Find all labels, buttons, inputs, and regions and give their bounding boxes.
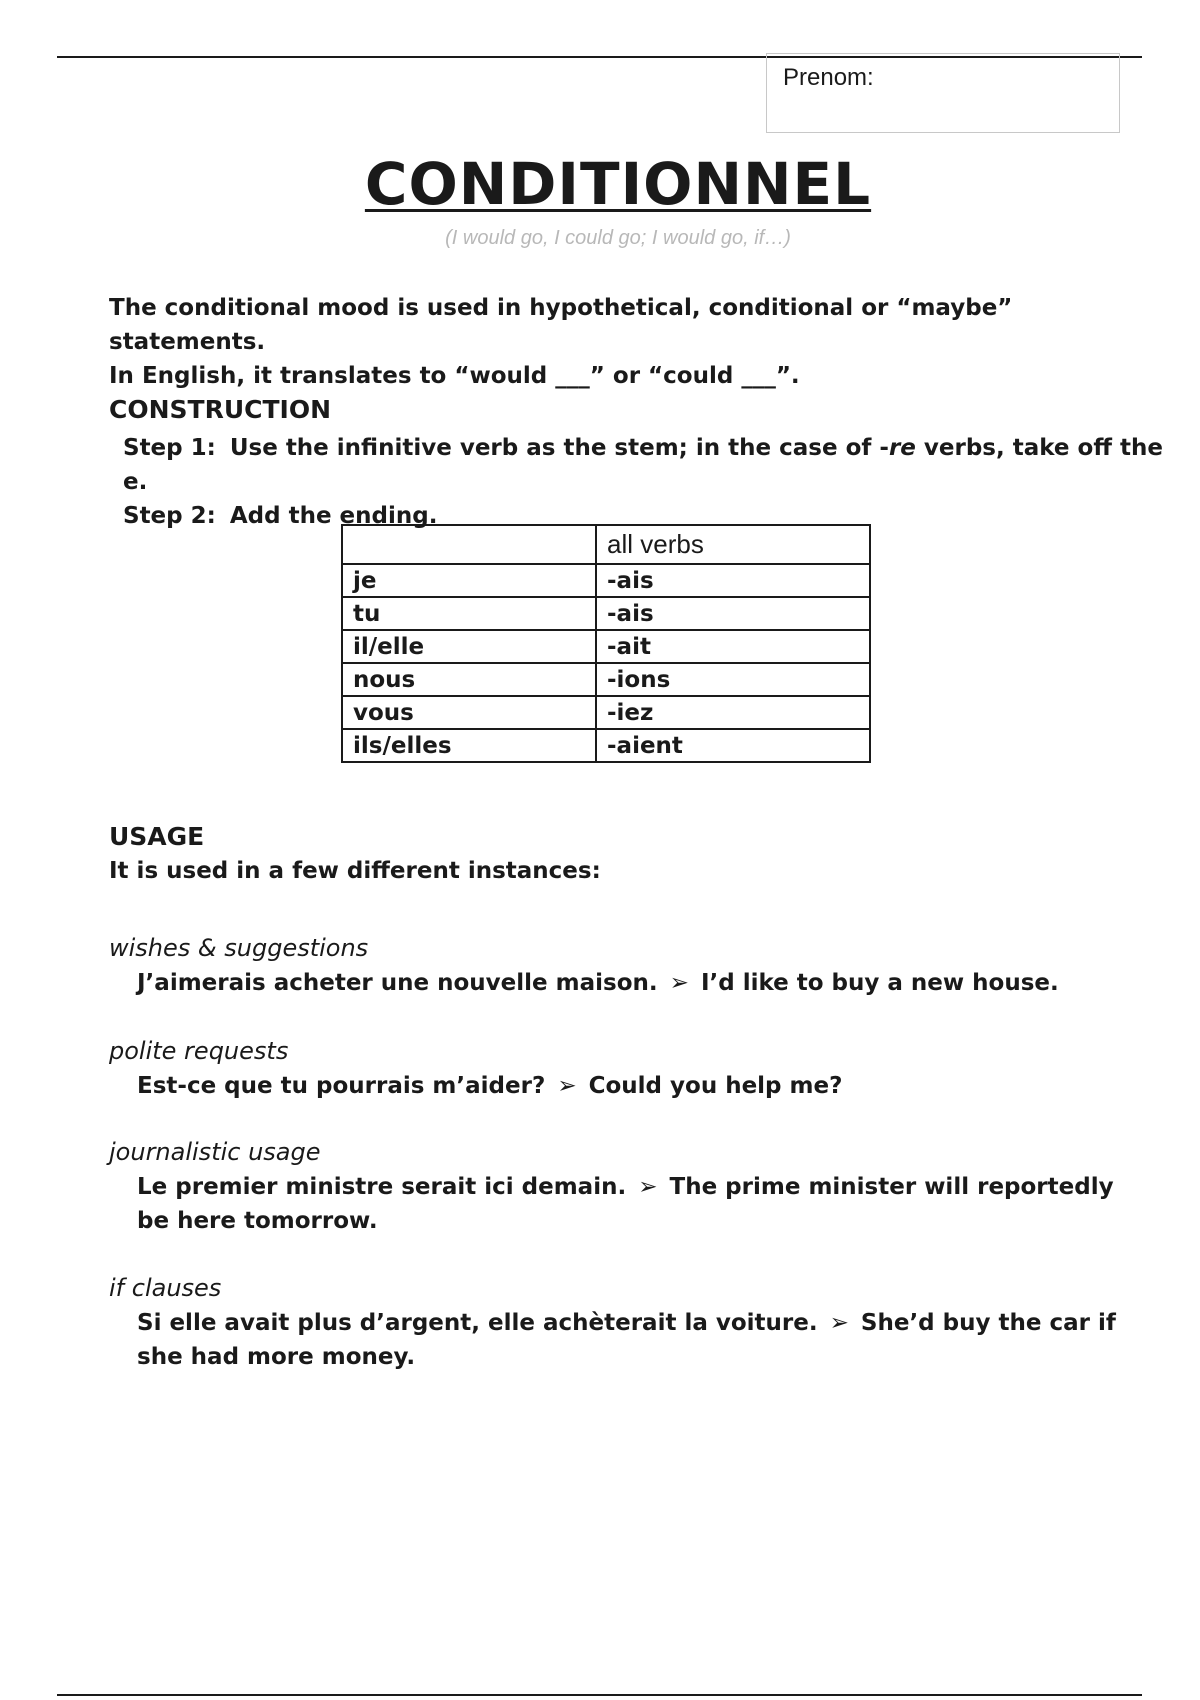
ending-cell: -ait xyxy=(596,630,870,663)
pronoun-cell: vous xyxy=(342,696,596,729)
ending-cell: -ais xyxy=(596,597,870,630)
usage-label: journalistic usage xyxy=(109,1138,321,1166)
usage-intro: It is used in a few different instances: xyxy=(109,858,601,884)
page-subtitle: (I would go, I could go; I would go, if…) xyxy=(445,227,791,249)
endings-table xyxy=(341,524,871,763)
usage-item-wishes xyxy=(109,934,1109,1000)
table-row xyxy=(342,696,870,729)
intro-line-2: In English, it translates to “would ___” or “could ___”. xyxy=(109,363,800,389)
usage-example xyxy=(137,1069,1117,1103)
table-row xyxy=(342,564,870,597)
french-sentence: J’aimerais acheter une nouvelle maison. xyxy=(137,970,658,996)
ending-cell: -aient xyxy=(596,729,870,762)
usage-item-journalistic xyxy=(109,1138,1114,1238)
pronoun-cell: nous xyxy=(342,663,596,696)
table-row xyxy=(342,597,870,630)
french-sentence: Si elle avait plus d’argent, elle achèterait la voiture. xyxy=(137,1310,818,1336)
arrow-icon: ➢ xyxy=(638,1174,658,1200)
table-header-all-verbs: all verbs xyxy=(596,525,870,564)
bottom-rule xyxy=(57,1694,1142,1696)
usage-example xyxy=(137,1306,1117,1374)
table-row xyxy=(342,663,870,696)
usage-heading: USAGE xyxy=(109,822,205,851)
arrow-icon: ➢ xyxy=(557,1073,577,1099)
french-sentence: Est-ce que tu pourrais m’aider? xyxy=(137,1073,546,1099)
intro-line-1: The conditional mood is used in hypothetical, conditional or “maybe” statements. xyxy=(109,295,1013,355)
ending-cell: -iez xyxy=(596,696,870,729)
table-row xyxy=(342,729,870,762)
usage-example xyxy=(137,966,1117,1000)
arrow-icon: ➢ xyxy=(669,970,689,996)
table-row xyxy=(342,630,870,663)
step-1-text-italic: re xyxy=(888,435,916,461)
usage-label: polite requests xyxy=(109,1037,289,1065)
usage-item-polite-requests xyxy=(109,1037,1109,1103)
french-sentence: Le premier ministre serait ici demain. xyxy=(137,1174,627,1200)
english-translation: The prime minister will reportedly be here tomorrow. xyxy=(137,1174,1114,1234)
english-translation: I’d like to buy a new house. xyxy=(700,970,1059,996)
step-1 xyxy=(123,431,1183,499)
arrow-icon: ➢ xyxy=(829,1310,849,1336)
english-translation: She’d buy the car if she had more money. xyxy=(137,1310,1116,1370)
table-header-row xyxy=(342,525,870,564)
name-field[interactable] xyxy=(766,53,1120,133)
table-header-empty xyxy=(342,525,596,564)
construction-heading: CONSTRUCTION xyxy=(109,395,332,424)
ending-cell: -ais xyxy=(596,564,870,597)
usage-label: wishes & suggestions xyxy=(109,934,369,962)
step-1-label: Step 1: xyxy=(123,435,216,461)
intro-paragraph xyxy=(109,291,1169,393)
english-translation: Could you help me? xyxy=(588,1073,843,1099)
usage-item-if-clauses xyxy=(109,1274,1116,1374)
construction-steps xyxy=(123,431,1183,533)
page-title: CONDITIONNEL xyxy=(364,150,872,218)
usage-example xyxy=(137,1170,1117,1238)
name-field-label: Prenom: xyxy=(783,64,874,91)
step-1-text-before: Use the infinitive verb as the stem; in the case of - xyxy=(229,435,889,461)
pronoun-cell: je xyxy=(342,564,596,597)
pronoun-cell: il/elle xyxy=(342,630,596,663)
step-2-label: Step 2: xyxy=(123,503,216,529)
usage-label: if clauses xyxy=(109,1274,222,1302)
pronoun-cell: tu xyxy=(342,597,596,630)
step-2-text: Add the ending. xyxy=(229,503,438,529)
pronoun-cell: ils/elles xyxy=(342,729,596,762)
ending-cell: -ions xyxy=(596,663,870,696)
step-1-text-after: verbs, take off the e. xyxy=(123,435,1163,495)
